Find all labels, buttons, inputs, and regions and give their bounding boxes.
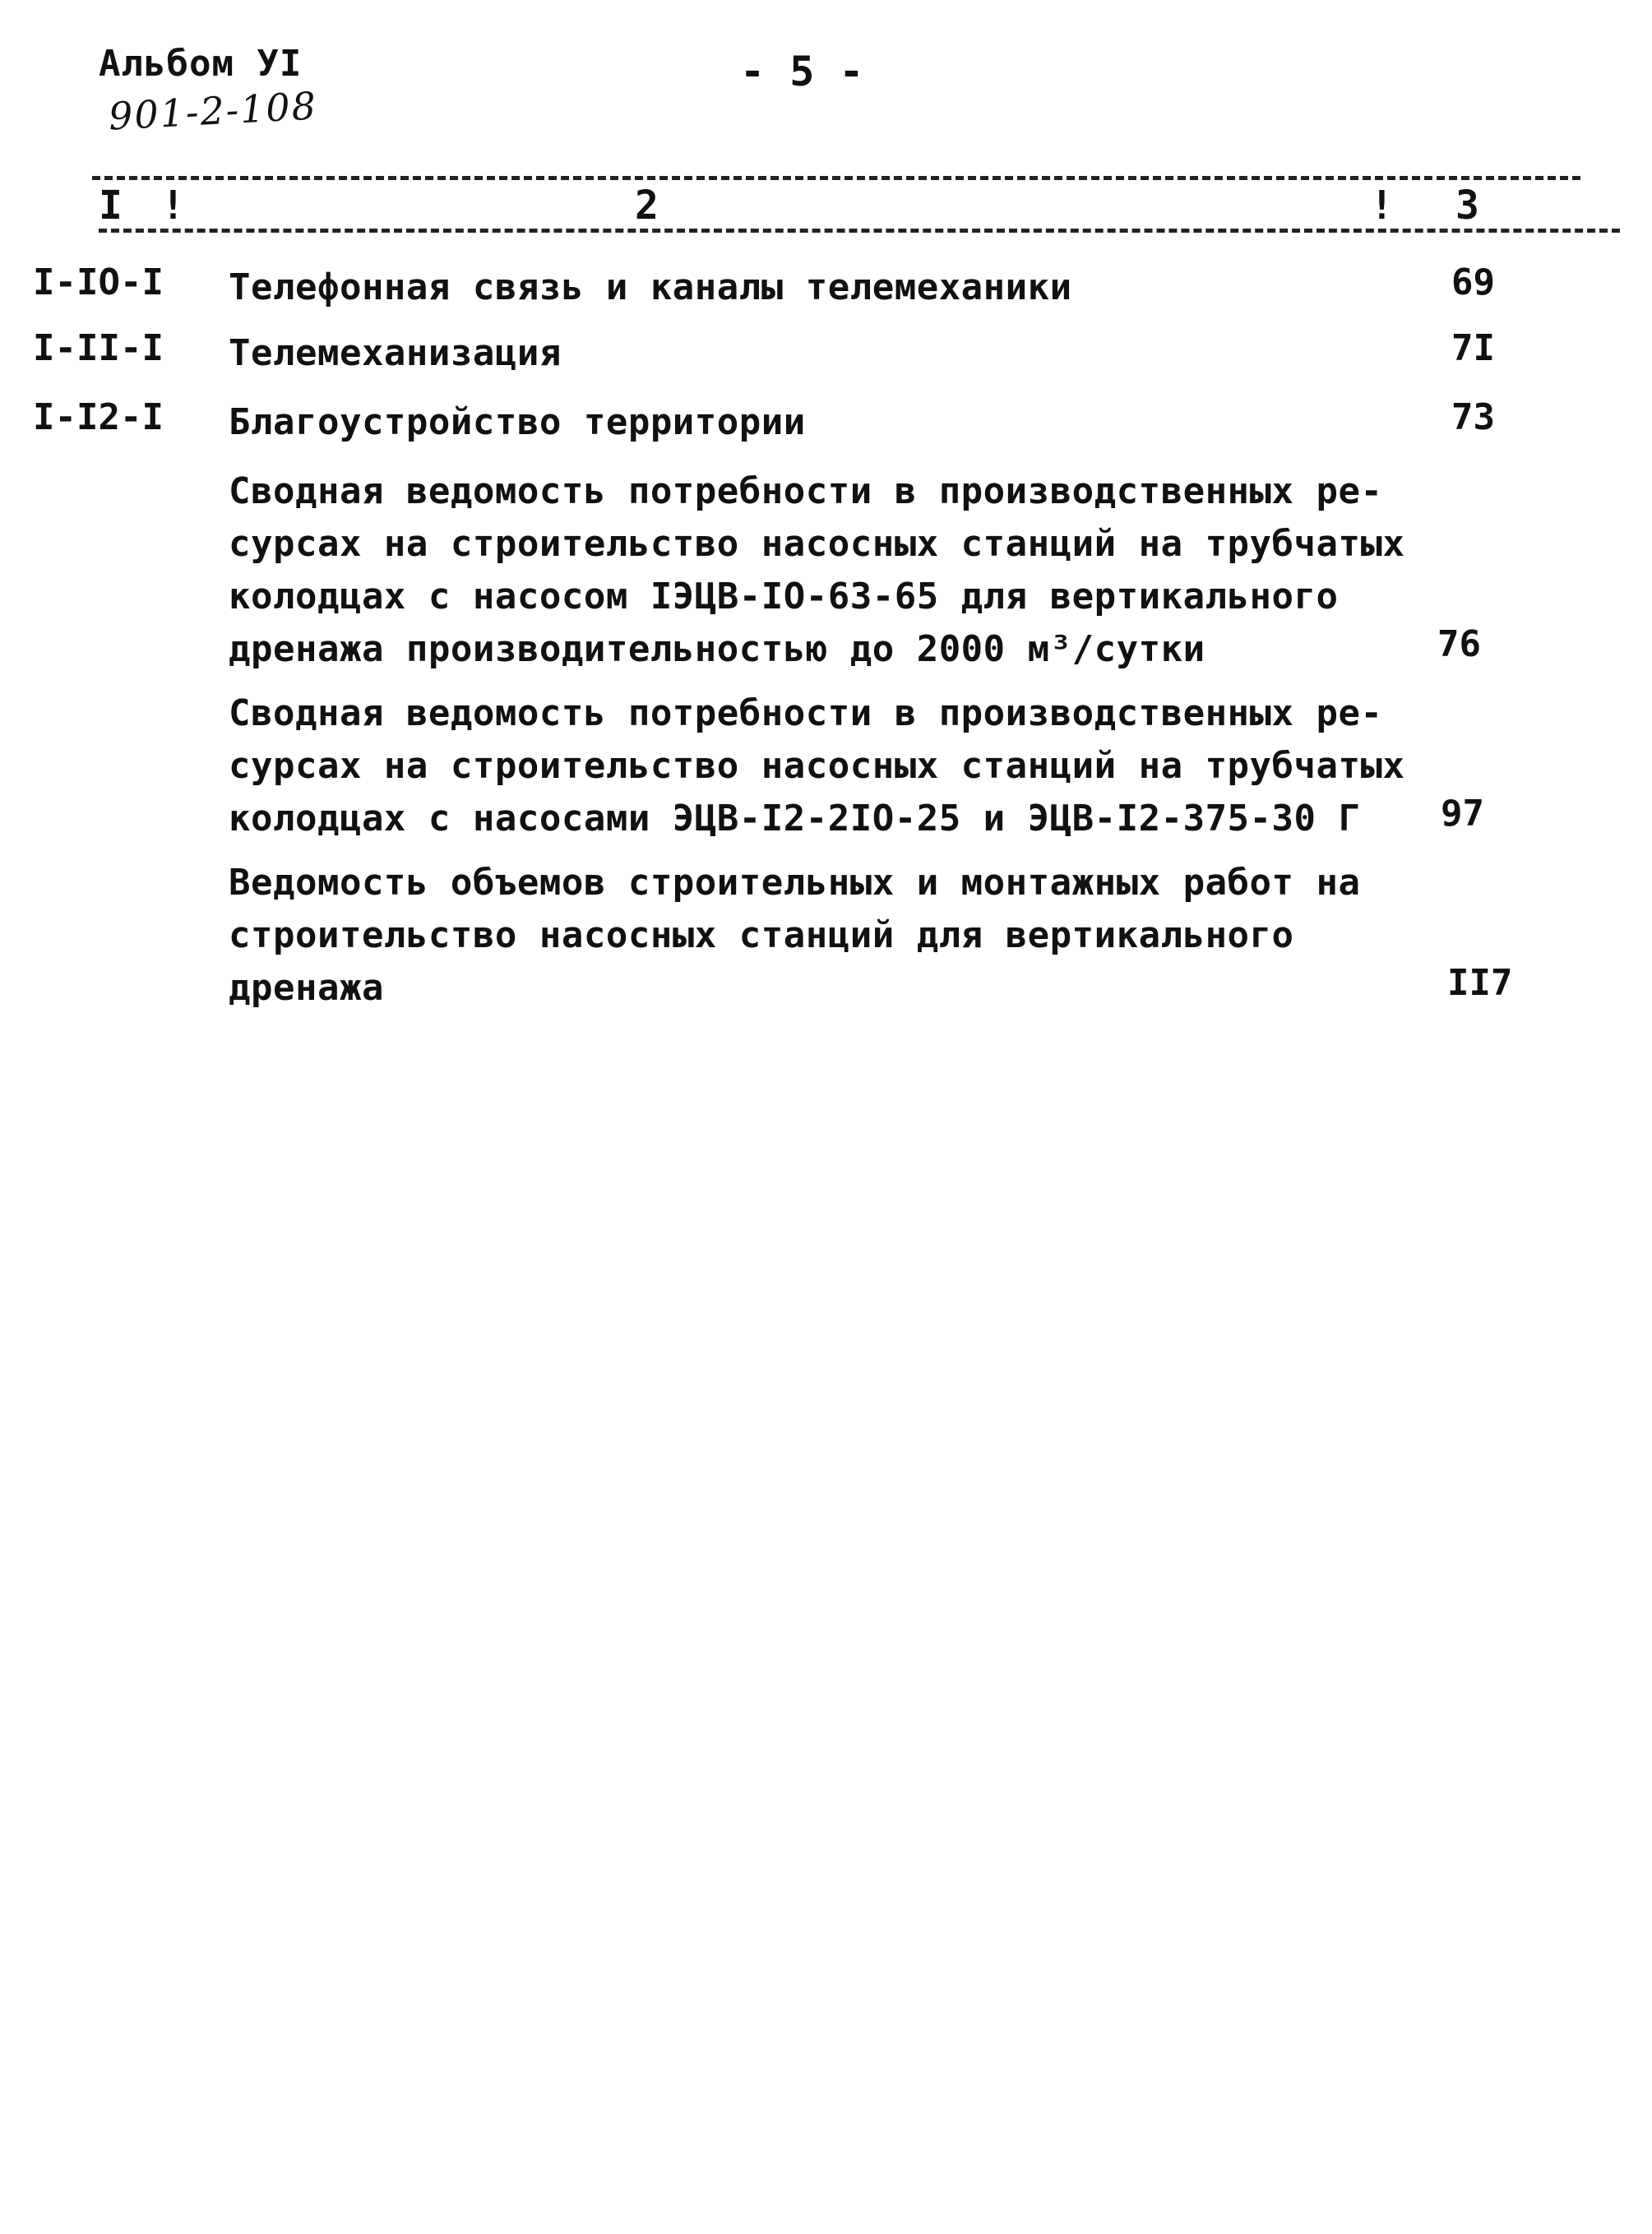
album-label: Альбом УI (99, 43, 303, 85)
project-code: 901-2-108 (107, 83, 319, 139)
row-code: I-I2-I (33, 396, 164, 438)
row-title-line: строительство насосных станций для вертикального (229, 914, 1294, 956)
row-code: I-IO-I (33, 261, 164, 303)
row-page: 69 (1451, 261, 1495, 303)
row-page: 7I (1451, 327, 1495, 369)
row-title (229, 396, 1396, 449)
row-code: I-II-I (33, 327, 164, 369)
header-bottom-rule (99, 229, 1620, 233)
page-number: - 5 - (740, 48, 864, 95)
row-title-line: дренажа производительностью до 2000 м³/сутки (229, 628, 1205, 670)
column-header-1: I (99, 183, 123, 229)
row-title-line: колодцах с насосами ЭЦВ-I2-2IO-25 и ЭЦВ-I2-375-30 Г (229, 798, 1361, 839)
row-title (229, 465, 1405, 676)
column-separator-2: ! (1370, 183, 1394, 229)
row-title-line: Ведомость объемов строительных и монтажных работ на (229, 862, 1361, 904)
header-top-rule (92, 176, 1580, 180)
row-title (229, 261, 1396, 314)
row-title (229, 857, 1396, 1015)
row-page: 76 (1437, 623, 1481, 665)
row-title-line: Благоустройство территории (229, 401, 806, 443)
row-title-line: дренажа (229, 967, 384, 1009)
row-page: II7 (1447, 962, 1513, 1004)
row-title-line: колодцах с насосом IЭЦВ-IO-63-65 для вертикального (229, 576, 1339, 617)
row-title-line: сурсах на строительство насосных станций на трубчатых (229, 745, 1405, 787)
row-title-line: Сводная ведомость потребности в производственных ре- (229, 470, 1383, 512)
row-page: 73 (1451, 396, 1495, 438)
row-title-line: сурсах на строительство насосных станций на трубчатых (229, 523, 1405, 565)
row-title-line: Телемеханизация (229, 332, 562, 374)
row-title-line: Телефонная связь и каналы телемеханики (229, 266, 1072, 308)
row-title (229, 327, 1396, 380)
column-header-2: 2 (635, 183, 659, 229)
row-page: 97 (1441, 793, 1484, 835)
row-title (229, 687, 1405, 845)
column-separator-1: ! (161, 183, 185, 229)
row-title-line: Сводная ведомость потребности в производственных ре- (229, 692, 1383, 734)
column-header-3: 3 (1455, 183, 1479, 229)
